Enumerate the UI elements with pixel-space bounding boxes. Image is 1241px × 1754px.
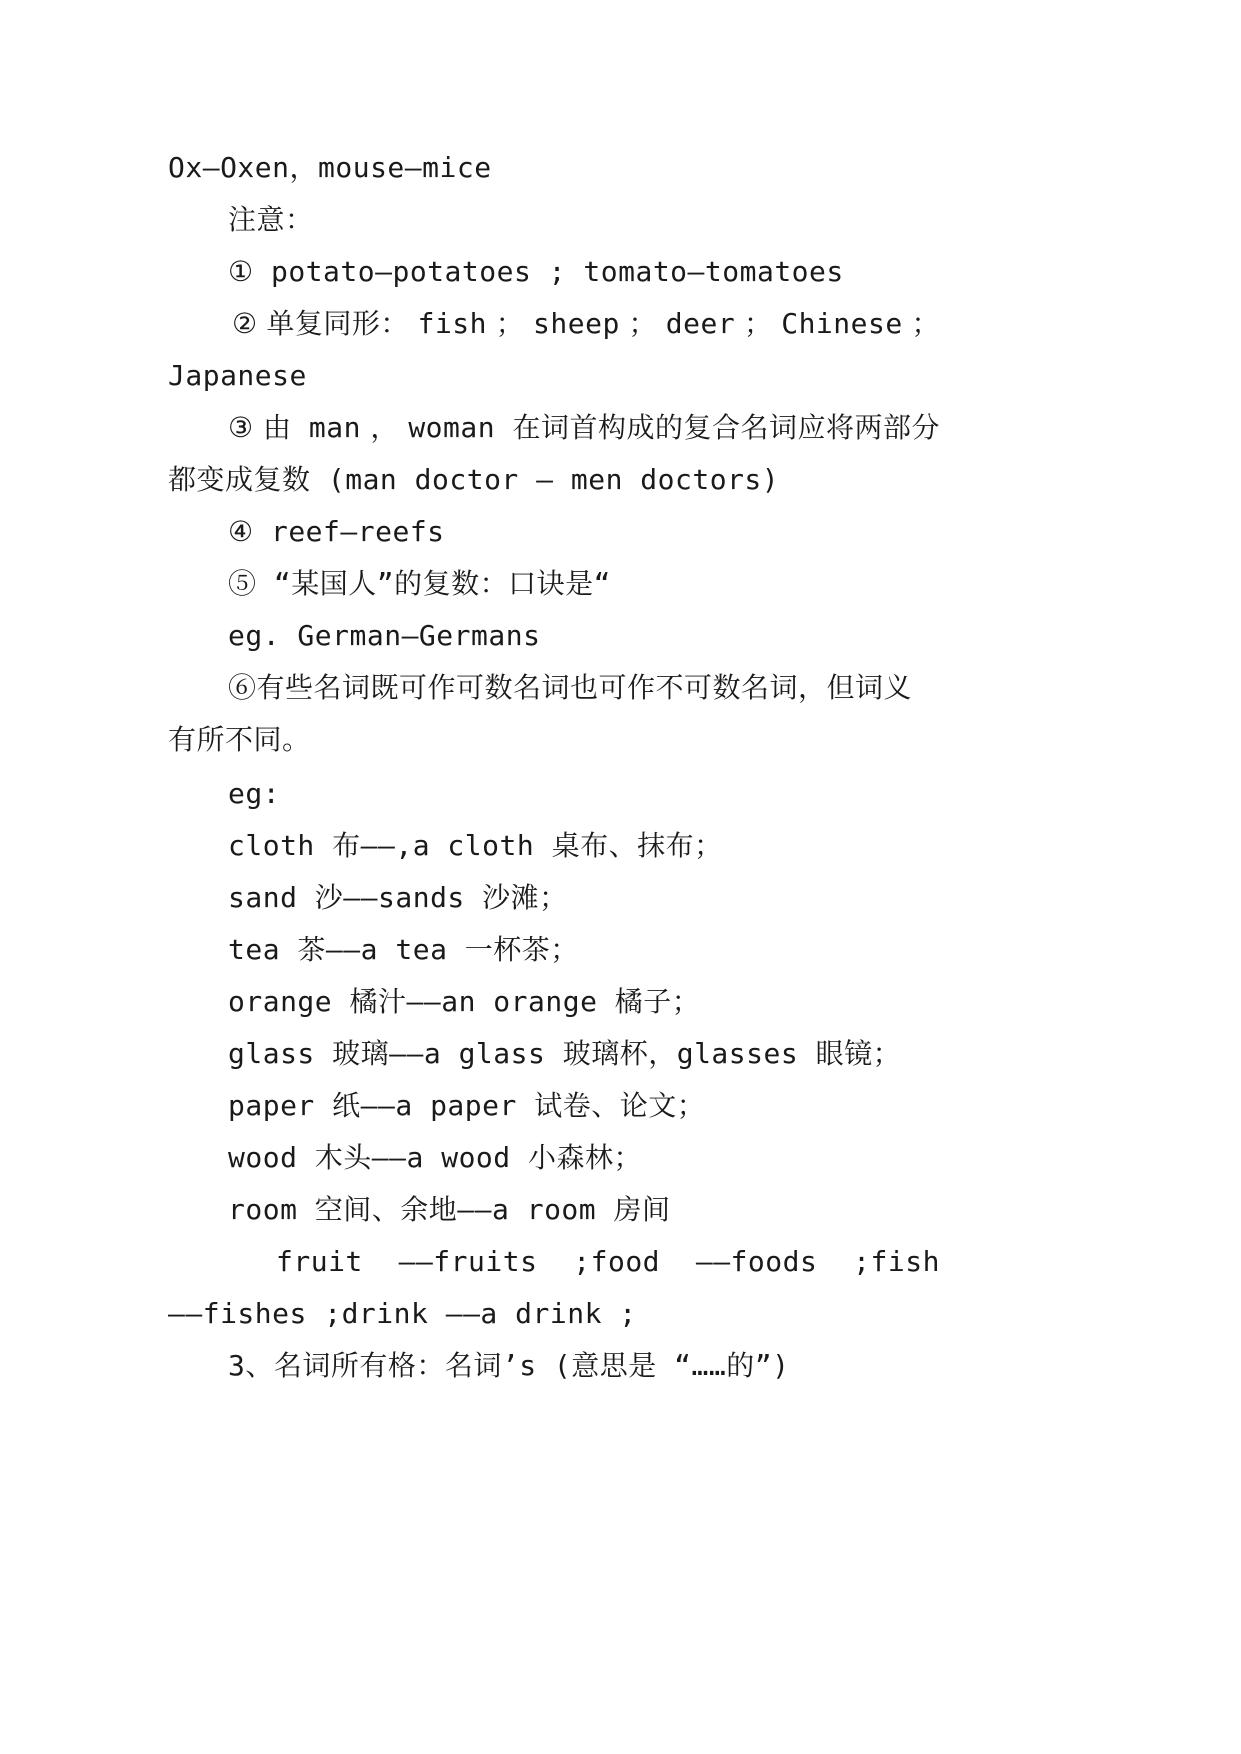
text-line: orange 橘汁——an orange 橘子； [228, 985, 701, 1018]
text-segment: ② [232, 307, 258, 340]
text-segment: sheep [533, 307, 620, 340]
text-line: 有所不同。 [168, 723, 311, 756]
text-line: sand 沙——sands 沙滩； [228, 881, 568, 914]
text-segment: Chinese [781, 307, 903, 340]
text-segment: ;food [573, 1245, 661, 1278]
text-segment: fruit [276, 1245, 363, 1278]
text-segment: ——fruits [398, 1245, 538, 1278]
text-line: ① potato—potatoes ; tomato—tomatoes [228, 255, 844, 288]
text-segment: 由 man [263, 411, 361, 444]
text-segment: fish [417, 307, 488, 340]
text-segment: woman 在词首构成的复合名词应将两部分 [408, 411, 940, 444]
text-line: ④ reef—reefs [228, 515, 445, 548]
text-segment: ， [370, 411, 399, 444]
text-segment: ； [743, 307, 773, 340]
text-line: eg. German—Germans [228, 619, 541, 652]
text-line: Ox—Oxen，mouse—mice [168, 151, 492, 184]
text-line: cloth 布——,a cloth 桌布、抹布； [228, 829, 723, 862]
text-segment: ； [911, 307, 940, 340]
text-line: 3、名词所有格：名词’s (意思是 “……的”) [228, 1349, 790, 1382]
text-line-justified [228, 408, 940, 448]
text-line: Japanese [168, 359, 307, 392]
text-segment: 单复同形： [266, 307, 409, 340]
text-line: paper 纸——a paper 试卷、论文； [228, 1089, 706, 1122]
text-segment: ——foods [695, 1245, 818, 1278]
text-segment: ； [495, 307, 525, 340]
text-segment: ;fish [853, 1245, 940, 1278]
text-line: tea 茶——a tea 一杯茶； [228, 933, 579, 966]
text-line: ⑤ “某国人”的复数：口诀是“ [228, 567, 611, 600]
text-segment: ； [628, 307, 658, 340]
text-line: ⑥有些名词既可作可数名词也可作不可数名词，但词义 [228, 671, 913, 704]
text-line-justified [276, 1242, 940, 1282]
text-segment: deer [665, 307, 736, 340]
text-line: room 空间、余地——a room 房间 [228, 1193, 671, 1226]
text-line: wood 木头——a wood 小森林； [228, 1141, 643, 1174]
text-line: 都变成复数 (man doctor — men doctors) [168, 463, 780, 496]
text-line: eg: [228, 777, 281, 810]
text-line: ——fishes ;drink ——a drink ; [168, 1297, 637, 1330]
text-line-justified [232, 304, 940, 344]
text-line: 注意： [228, 203, 314, 236]
text-segment: ③ [228, 411, 254, 444]
text-line: glass 玻璃——a glass 玻璃杯，glasses 眼镜； [228, 1037, 902, 1070]
